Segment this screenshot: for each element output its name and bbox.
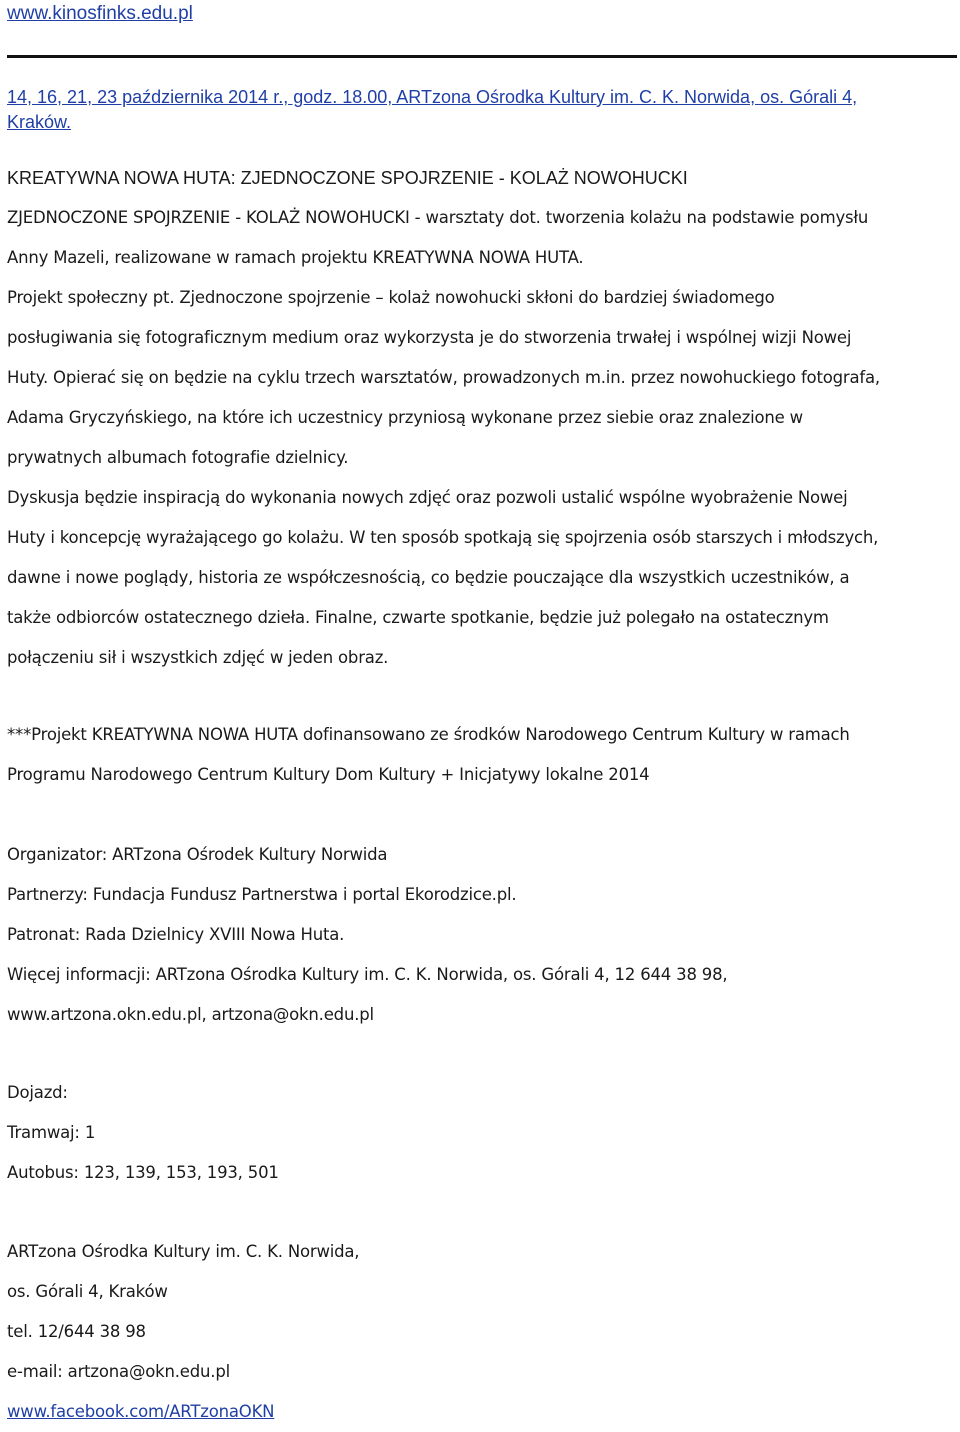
tram-info: Tramwaj: 1 bbox=[7, 1123, 96, 1142]
facebook-link[interactable]: www.facebook.com/ARTzonaOKN bbox=[7, 1402, 275, 1421]
organizer-text: Organizator: ARTzona Ośrodek Kultury Norwida bbox=[7, 845, 388, 864]
credits bbox=[7, 835, 952, 1035]
contact-address: os. Górali 4, Kraków bbox=[7, 1282, 168, 1301]
funding-note bbox=[7, 715, 952, 795]
article-body bbox=[7, 198, 952, 678]
web-contact-text: www.artzona.okn.edu.pl, artzona@okn.edu.pl bbox=[7, 1005, 374, 1024]
event-header-line: Kraków. bbox=[7, 112, 72, 132]
funding-line: Programu Narodowego Centrum Kultury Dom Kultury + Inicjatywy lokalne 2014 bbox=[7, 765, 650, 784]
article-title bbox=[7, 158, 952, 198]
event-header-line: 14, 16, 21, 23 października 2014 r., godz. 18.00, ARTzona Ośrodka Kultury im. C. K. Norwida, os. Górali 4, bbox=[7, 87, 858, 107]
event-header-link[interactable] bbox=[7, 85, 947, 135]
contact-phone: tel. 12/644 38 98 bbox=[7, 1322, 146, 1341]
body-line: Dyskusja będzie inspiracją do wykonania nowych zdjęć oraz pozwoli ustalić wspólne wyobrażenie Nowej bbox=[7, 488, 848, 507]
contact-name: ARTzona Ośrodka Kultury im. C. K. Norwida, bbox=[7, 1242, 360, 1261]
patron-text: Patronat: Rada Dzielnicy XVIII Nowa Huta. bbox=[7, 925, 345, 944]
body-line: Adama Gryczyńskiego, na które ich uczestnicy przyniosą wykonane przez siebie oraz znalezione w bbox=[7, 408, 803, 427]
body-line: ZJEDNOCZONE SPOJRZENIE - KOLAŻ NOWOHUCKI - warsztaty dot. tworzenia kolażu na podstawie pomysłu bbox=[7, 208, 869, 227]
title-text: KREATYWNA NOWA HUTA: ZJEDNOCZONE SPOJRZENIE - KOLAŻ NOWOHUCKI bbox=[7, 168, 688, 188]
body-line: posługiwania się fotograficznym medium oraz wykorzysta je do stworzenia trwałej i wspólnej wizji Nowej bbox=[7, 328, 852, 347]
body-line: Anny Mazeli, realizowane w ramach projektu KREATYWNA NOWA HUTA. bbox=[7, 248, 584, 267]
body-line: Projekt społeczny pt. Zjednoczone spojrzenie – kolaż nowohucki skłoni do bardziej świadomego bbox=[7, 288, 775, 307]
partners-text: Partnerzy: Fundacja Fundusz Partnerstwa i portal Ekorodzice.pl. bbox=[7, 885, 517, 904]
body-line: dawne i nowe poglądy, historia ze współczesnością, co będzie pouczające dla wszystkich uczestników, a bbox=[7, 568, 850, 587]
header-divider bbox=[7, 55, 957, 58]
body-line: Huty. Opierać się on będzie na cyklu trzech warsztatów, prowadzonych m.in. przez nowohuckiego fotografa, bbox=[7, 368, 880, 387]
body-line: połączeniu sił i wszystkich zdjęć w jeden obraz. bbox=[7, 648, 389, 667]
contact-email: e-mail: artzona@okn.edu.pl bbox=[7, 1362, 230, 1381]
funding-line: ***Projekt KREATYWNA NOWA HUTA dofinansowano ze środków Narodowego Centrum Kultury w ramach bbox=[7, 725, 850, 744]
contact-info bbox=[7, 1232, 952, 1432]
bus-info: Autobus: 123, 139, 153, 193, 501 bbox=[7, 1163, 279, 1182]
directions bbox=[7, 1073, 952, 1193]
body-line: prywatnych albumach fotografie dzielnicy. bbox=[7, 448, 349, 467]
site-link[interactable]: www.kinosfinks.edu.pl bbox=[7, 3, 193, 24]
more-info-text: Więcej informacji: ARTzona Ośrodka Kultury im. C. K. Norwida, os. Górali 4, 12 644 38 98, bbox=[7, 965, 728, 984]
directions-heading: Dojazd: bbox=[7, 1083, 68, 1102]
body-line: Huty i koncepcję wyrażającego go kolażu. W ten sposób spotkają się spojrzenia osób starszych i młodszych, bbox=[7, 528, 879, 547]
body-line: także odbiorców ostatecznego dzieła. Finalne, czwarte spotkanie, będzie już polegało na ostatecznym bbox=[7, 608, 829, 627]
